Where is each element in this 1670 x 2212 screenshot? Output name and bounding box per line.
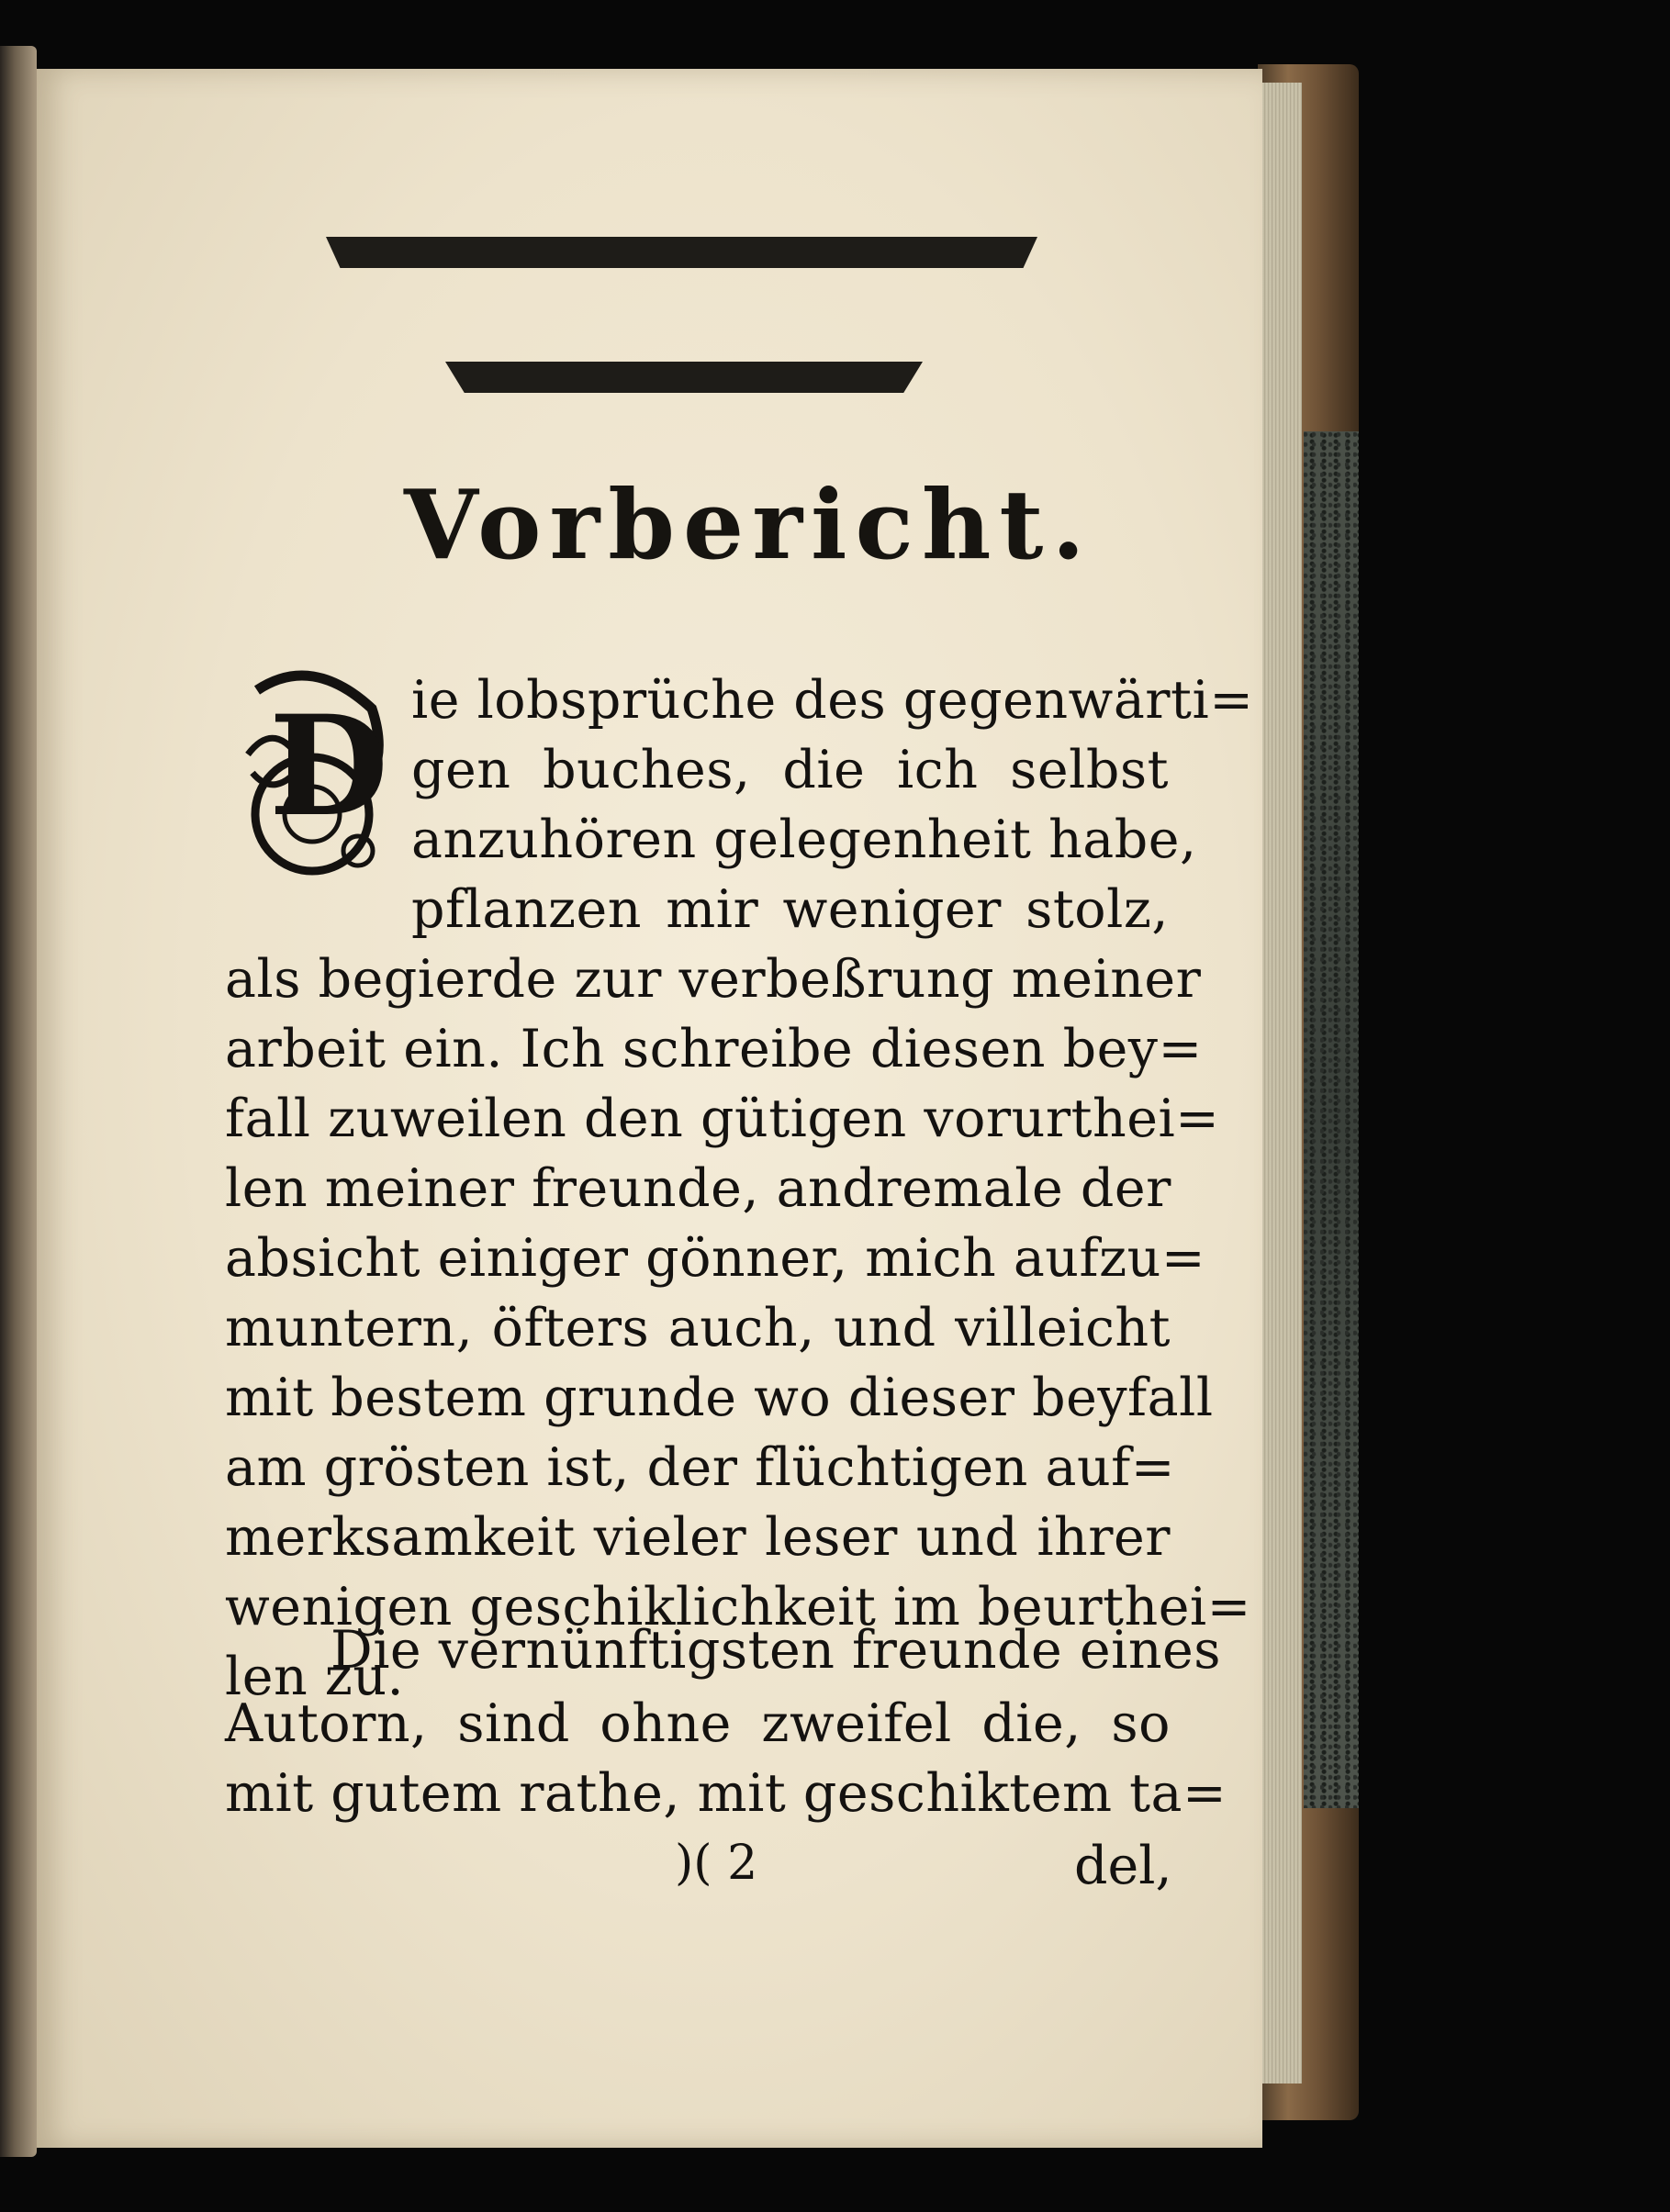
drop-cap-letter: D (268, 686, 389, 847)
text-line: am grösten ist, der flüchtigen auf= (225, 1437, 1176, 1498)
ornamental-rule-top (326, 237, 1037, 268)
drop-cap-ornament (220, 654, 404, 883)
text-line: als begierde zur verbeßrung meiner (225, 949, 1202, 1010)
page-stack-edge (1258, 83, 1302, 2084)
ornamental-rule-bottom (445, 362, 923, 393)
text-line: pflanzen mir weniger stolz, (411, 879, 1169, 940)
text-line: len zu. (225, 1647, 405, 1707)
marbled-cover (1304, 431, 1359, 1808)
text-line: wenigen geschiklichkeit im beurthei= (225, 1577, 1251, 1637)
text-line: muntern, öfters auch, und villeicht (225, 1298, 1171, 1358)
text-line: mit gutem rathe, mit geschiktem ta= (225, 1763, 1227, 1824)
text-line: gen buches, die ich selbst (411, 740, 1169, 800)
text-line: Autorn, sind ohne zweifel die, so (225, 1693, 1171, 1754)
text-line: len meiner freunde, andremale der (225, 1158, 1171, 1219)
text-line: anzuhören gelegenheit habe, (411, 810, 1197, 870)
text-line: Die vernünftigsten freunde eines (331, 1620, 1222, 1681)
catchword: del, (1074, 1836, 1172, 1896)
page-title: Vorbericht. (404, 468, 1093, 581)
text-line: arbeit ein. Ich schreibe diesen bey= (225, 1019, 1203, 1079)
text-line: ie lobsprüche des gegenwärti= (411, 670, 1254, 731)
text-line: absicht einiger gönner, mich aufzu= (225, 1228, 1206, 1289)
signature-mark: )( 2 (675, 1836, 758, 1891)
text-line: fall zuweilen den gütigen vorurthei= (225, 1089, 1220, 1149)
text-line: merksamkeit vieler leser und ihrer (225, 1507, 1171, 1568)
left-page-edge (0, 46, 37, 2157)
text-line: mit bestem grunde wo dieser beyfall (225, 1368, 1214, 1428)
